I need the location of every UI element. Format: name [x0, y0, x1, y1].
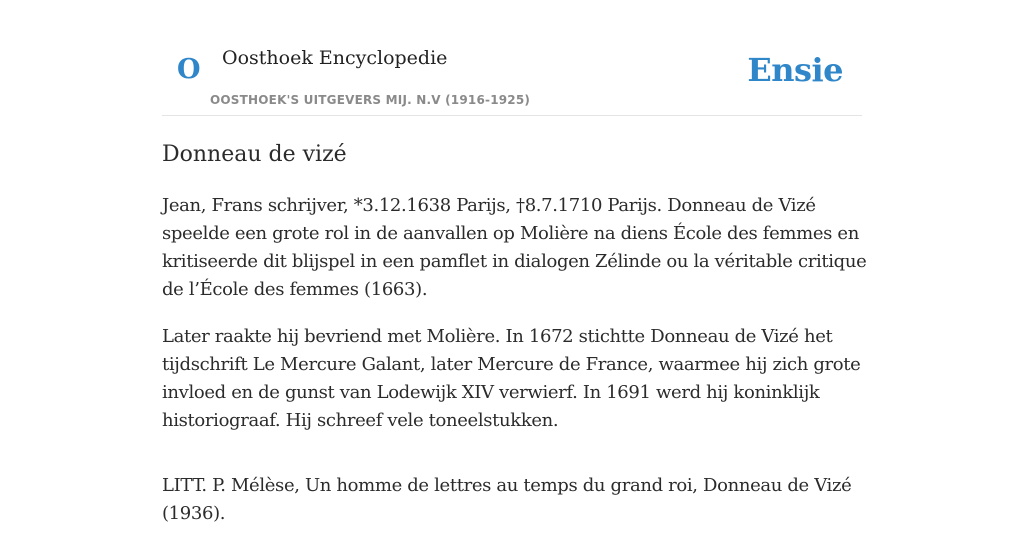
source-subtitle: OOSTHOEK'S UITGEVERS MIJ. N.V (1916-1925)	[210, 93, 531, 107]
source-title-link[interactable]: Oosthoek Encyclopedie	[222, 47, 448, 69]
literature-reference: LITT. P. Mélèse, Un homme de lettres au temps du grand roi, Donneau de Vizé (1936).	[162, 475, 852, 524]
entry-body	[162, 192, 872, 547]
entry-title: Donneau de vizé	[162, 142, 347, 167]
source-header	[162, 36, 862, 116]
entry-paragraph-1: Jean, Frans schrijver, *3.12.1638 Parijs, †8.7.1710 Parijs. Donneau de Vizé speelde een grote rol in de aanvallen op Molière na diens École des femmes en kritiseerde dit blijspel in een pamflet in dialogen Zélinde ou la véritable critique de l’École des femmes (1663).	[162, 195, 867, 300]
source-logo[interactable]: O	[177, 54, 201, 85]
ensie-logo[interactable]: Ensie	[747, 51, 843, 89]
entry-paragraph-2: Later raakte hij bevriend met Molière. In 1672 stichtte Donneau de Vizé het tijdschrift Le Mercure Galant, later Mercure de France, waarmee hij zich grote invloed en de gunst van Lodewijk XIV verwierf. In 1691 werd hij koninklijk historiograaf. Hij schreef vele toneelstukken.	[162, 326, 861, 431]
